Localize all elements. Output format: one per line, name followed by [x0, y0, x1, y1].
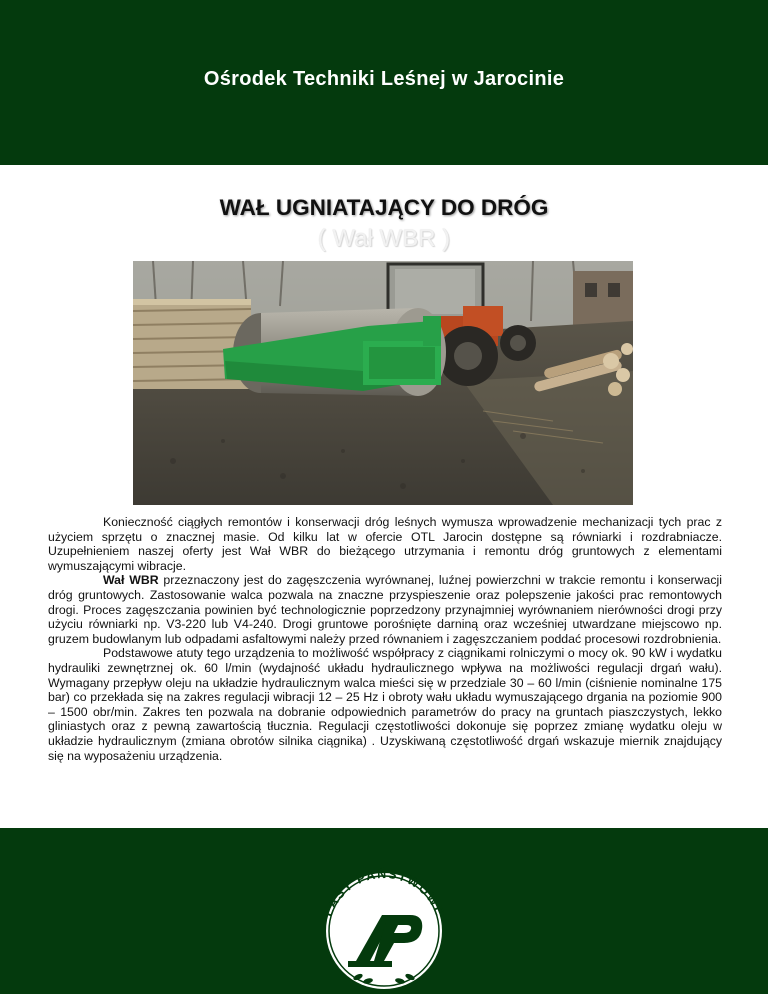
page-header: [0, 0, 768, 165]
document-subtitle: ( Wał WBR ): [317, 225, 451, 252]
paragraph-text: Konieczność ciągłych remontów i konserwacji dróg leśnych wymusza wprowadzenie mechanizacji tych prac z użyciem sprzętu o znacznej masie. Od kilku lat w ofercie OTL Jarocin dostępne są równiarki i rozdrabniacze. Uzupełnieniem naszej oferty jest Wał WBR do bieżącego utrzymania i remontu dróg gruntowych z elementami wymuszającymi wibracje.: [48, 515, 722, 573]
paragraph-purpose: [48, 573, 722, 646]
paragraph-text: przeznaczony jest do zagęszczenia wyrównanej, luźnej powierzchni w trakcie remontu i konserwacji dróg gruntowych. Zastosowanie walca pozwala na znaczne przyspieszenie oraz polepszenie jakości prac remontowych drogi. Proces zagęszczania powinien być technologicznie poprzedzony przynajmniej wyrównaniem nierówności drogi przy użyciu równiarki np. V3-220 lub V4-240. Drogi gruntowe porośnięte darniną oraz wcześniej utwardzane miejscowo np. gruzem budowlanym lub odpadami asfaltowymi należy przed równaniem i zagęszczaniem poddać procesowi rozdrobnienia.: [48, 573, 722, 646]
document-body: [48, 515, 722, 763]
paragraph-lead: Wał WBR: [103, 573, 159, 588]
logo-text: LASY PAŃSTWOWE: [320, 866, 448, 919]
paragraph-intro: [48, 515, 722, 573]
lasy-panstwowe-logo: [304, 863, 464, 998]
organization-title: Ośrodek Techniki Leśnej w Jarocinie: [203, 68, 565, 90]
paragraph-parameters: [48, 646, 722, 763]
roller-photo: [133, 261, 633, 505]
document-title: WAŁ UGNIATAJĄCY DO DRÓG: [219, 195, 549, 220]
paragraph-text: Podstawowe atuty tego urządzenia to możliwość współpracy z ciągnikami rolniczymi o mocy ok. 90 kW i wydatku hydrauliki zewnętrznej ok. 60 l/min (wydajność układu hydraulicznego wpływa na możliwości regulacji drgań wału). Wymagany przepływ oleju na układzie hydraulicznym walca mieści się w przedziale 30 – 60 l/min (ciśnienie nominalne 175 bar) co przekłada się na zakres regulacji wibracji 12 – 25 Hz i obroty wału układu wymuszającego drgania na poziomie 900 – 1500 obr/min. Zakres ten pozwala na dobranie odpowiednich parametrów do pracy na gruntach piaszczystych, lekko gliniastych oraz z pewną zawartością tłucznia. Regulacji częstotliwości dokonuje się poprzez zmianę wydatku oleju w układzie hydraulicznym (zmiana obrotów silnika ciągnika) . Uzyskiwaną częstotliwość drgań wskazuje miernik znajdujący się na wyposażeniu urządzenia.: [48, 646, 722, 763]
